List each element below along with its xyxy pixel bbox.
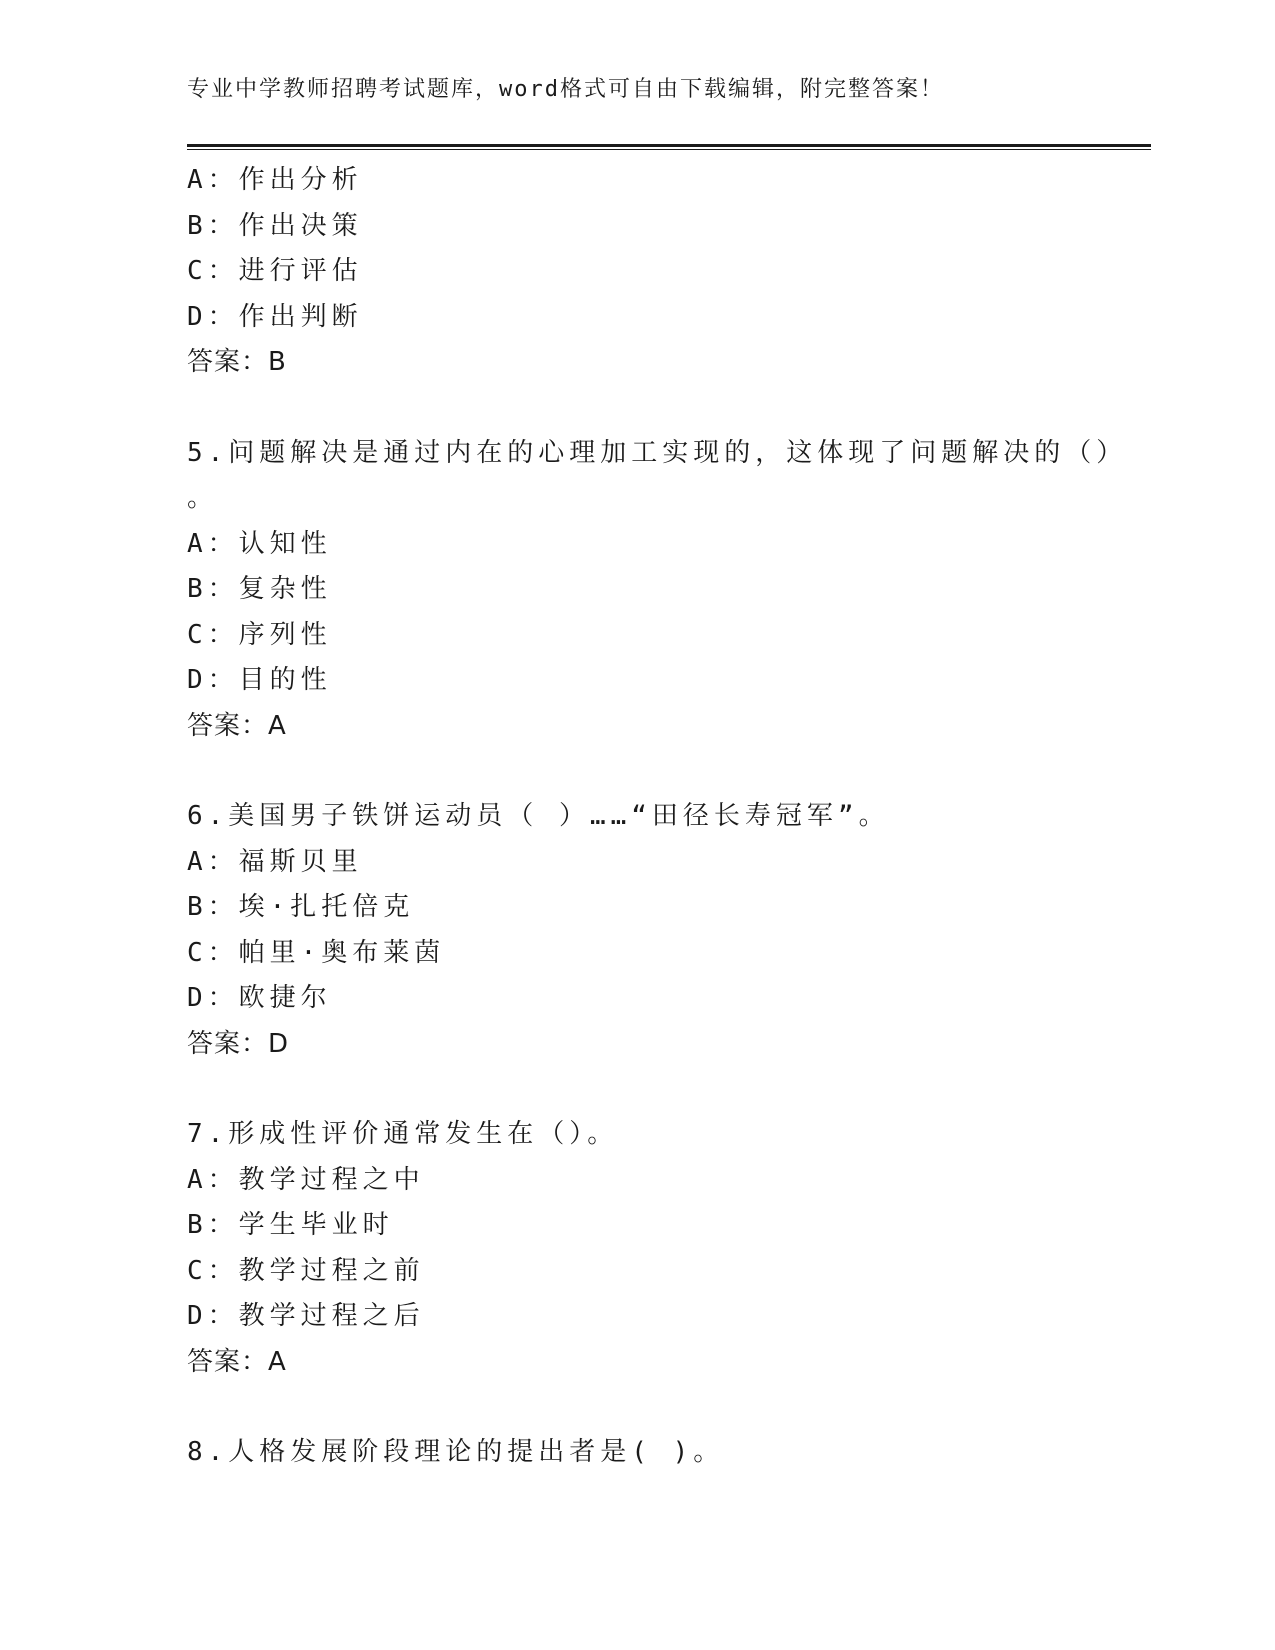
question-7 — [187, 1112, 1087, 1385]
option-a: A：作出分析 — [187, 165, 363, 195]
question-list — [187, 158, 1128, 1476]
question-6 — [187, 794, 1087, 1067]
option-c: C：进行评估 — [187, 256, 363, 286]
option-d: D：欧捷尔 — [187, 983, 332, 1013]
option-b: B：埃·扎托倍克 — [187, 892, 415, 922]
question-8 — [187, 1430, 1087, 1476]
spacer — [187, 1067, 1087, 1112]
option-d: D：目的性 — [187, 665, 332, 695]
option-d: D：作出判断 — [187, 301, 363, 332]
question-stem-continued: 。 — [187, 483, 219, 513]
option-c: C：序列性 — [187, 619, 332, 650]
option-a: A：认知性 — [187, 528, 332, 559]
answer: 答案：A — [187, 710, 287, 741]
option-b: B：复杂性 — [187, 574, 332, 604]
question-5 — [187, 431, 1128, 750]
question-stem: 8.人格发展阶段理论的提出者是( )。 — [187, 1437, 725, 1467]
option-c: C：帕里·奥布莱茵 — [187, 937, 446, 968]
option-a: A：福斯贝里 — [187, 846, 363, 877]
question-stem: 7.形成性评价通常发生在（）。 — [187, 1119, 619, 1149]
spacer — [187, 749, 1087, 794]
answer: 答案：B — [187, 347, 287, 377]
answer: 答案：D — [187, 1028, 290, 1059]
answer: 答案：A — [187, 1346, 287, 1377]
spacer — [187, 386, 1087, 431]
option-d: D：教学过程之后 — [187, 1301, 425, 1331]
spacer — [187, 1385, 1087, 1430]
option-b: B：学生毕业时 — [187, 1210, 394, 1240]
option-a: A：教学过程之中 — [187, 1164, 425, 1195]
option-b: B：作出决策 — [187, 210, 363, 241]
header-rule — [187, 144, 1151, 150]
question-stem: 6.美国男子铁饼运动员（ ）……“田径长寿冠军”。 — [187, 801, 890, 831]
question-4 — [187, 158, 1087, 386]
option-c: C：教学过程之前 — [187, 1255, 425, 1286]
page-header: 专业中学教师招聘考试题库，word格式可自由下载编辑，附完整答案！ — [187, 77, 944, 102]
question-stem: 5.问题解决是通过内在的心理加工实现的，这体现了问题解决的（） — [187, 437, 1128, 468]
